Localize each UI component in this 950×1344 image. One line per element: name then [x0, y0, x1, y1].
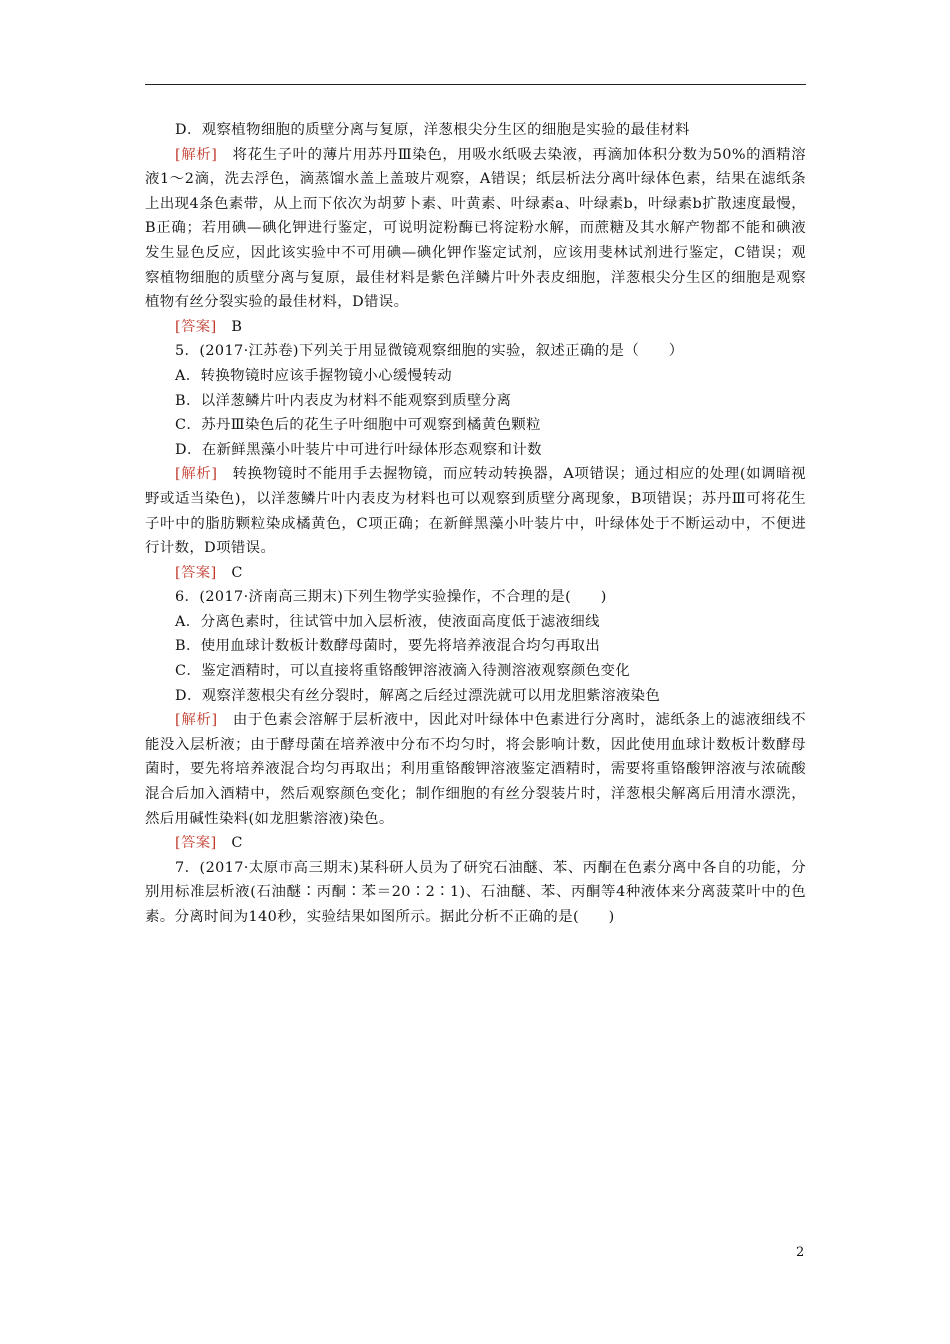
- analysis-text: 将花生子叶的薄片用苏丹Ⅲ染色，用吸水纸吸去染液，再滴加体积分数为50%的酒精溶液1～2滴，洗去浮色，滴蒸馏水盖上盖玻片观察，A错误；纸层析法分离叶绿体色素，结果在滤纸条上出现4条色素带，从上而下依次为胡萝卜素、叶黄素、叶绿素a、叶绿素b，叶绿素b扩散速度最慢，B正确；若用碘—碘化钾进行鉴定，可说明淀粉酶已将淀粉水解，而蔗糖及其水解产物都不能和碘液发生显色反应，因此该实验中不可用碘—碘化钾作鉴定试剂，应该用斐林试剂进行鉴定，C错误；观察植物细胞的质壁分离与复原，最佳材料是紫色洋鳞片叶外表皮细胞，洋葱根尖分生区的细胞是观察植物有丝分裂实验的最佳材料，D错误。: [145, 146, 806, 311]
- answer-tag: [答案]: [175, 835, 217, 852]
- header-rule: [145, 84, 806, 85]
- q5-option-a: A．转换物镜时应该手握物镜小心缓慢转动: [175, 367, 453, 384]
- page-content: [145, 118, 806, 930]
- answer-tag: [答案]: [175, 564, 217, 581]
- answer-tag: [答案]: [175, 318, 217, 335]
- answer-text: C: [216, 564, 243, 581]
- q7-stem: 7．(2017·太原市高三期末)某科研人员为了研究石油醚、苯、丙酮在色素分离中各自的功能，分别用标准层析液(石油醚∶丙酮∶苯＝20∶2∶1)、石油醚、苯、丙酮等4种液体来分离菠菜叶中的色素。分离时间为140秒，实验结果如图所示。据此分析不正确的是( ): [145, 859, 806, 925]
- q6-option-c: C．鉴定酒精时，可以直接将重铬酸钾溶液滴入待测溶液观察颜色变化: [175, 663, 631, 680]
- q6-option-a: A．分离色素时，往试管中加入层析液，使液面高度低于滤液细线: [175, 613, 600, 630]
- q4-analysis: [145, 143, 806, 315]
- q6-option-d: D．观察洋葱根尖有丝分裂时，解离之后经过漂洗就可以用龙胆紫溶液染色: [175, 687, 661, 704]
- q5-analysis: [145, 462, 806, 560]
- q5-option-d: D．在新鲜黑藻小叶装片中可进行叶绿体形态观察和计数: [175, 441, 542, 458]
- analysis-text: 由于色素会溶解于层析液中，因此对叶绿体中色素进行分离时，滤纸条上的滤液细线不能没入层析液；由于酵母菌在培养液中分布不均匀时，将会影响计数，因此使用血球计数板计数酵母菌时，要先将培养液混合均匀再取出；利用重铬酸钾溶液鉴定酒精时，需要将重铬酸钾溶液与浓硫酸混合后加入酒精中，然后观察颜色变化；制作细胞的有丝分裂装片时，洋葱根尖解离后用清水漂洗，然后用碱性染料(如龙胆紫溶液)染色。: [145, 712, 806, 827]
- answer-text: C: [216, 835, 243, 852]
- analysis-tag: [解析]: [175, 712, 218, 729]
- analysis-tag: [解析]: [175, 146, 218, 163]
- q6-answer: [145, 831, 806, 856]
- q5-option-b: B．以洋葱鳞片叶内表皮为材料不能观察到质壁分离: [175, 392, 512, 409]
- answer-text: B: [216, 318, 243, 335]
- q6-analysis: [145, 708, 806, 831]
- q5-answer: [145, 561, 806, 586]
- q6-option-b: B．使用血球计数板计数酵母菌时，要先将培养液混合均匀再取出: [175, 638, 601, 655]
- q4-answer: [145, 315, 806, 340]
- q6-stem: 6．(2017·济南高三期末)下列生物学实验操作，不合理的是( ): [175, 589, 607, 606]
- page-number: 2: [796, 1245, 805, 1260]
- analysis-text: 转换物镜时不能用手去握物镜，而应转动转换器，A项错误；通过相应的处理(如调暗视野或适当染色)，以洋葱鳞片叶内表皮为材料也可以观察到质壁分离现象，B项错误；苏丹Ⅲ可将花生子叶中的脂肪颗粒染成橘黄色，C项正确；在新鲜黑藻小叶装片中，叶绿体处于不断运动中，不便进行计数，D项错误。: [145, 466, 806, 557]
- q5-option-c: C．苏丹Ⅲ染色后的花生子叶细胞中可观察到橘黄色颗粒: [175, 417, 541, 434]
- analysis-tag: [解析]: [175, 466, 218, 483]
- q4-option-d: D．观察植物细胞的质壁分离与复原，洋葱根尖分生区的细胞是实验的最佳材料: [175, 122, 690, 138]
- q5-stem: 5．(2017·江苏卷)下列关于用显微镜观察细胞的实验，叙述正确的是（ ）: [175, 343, 684, 360]
